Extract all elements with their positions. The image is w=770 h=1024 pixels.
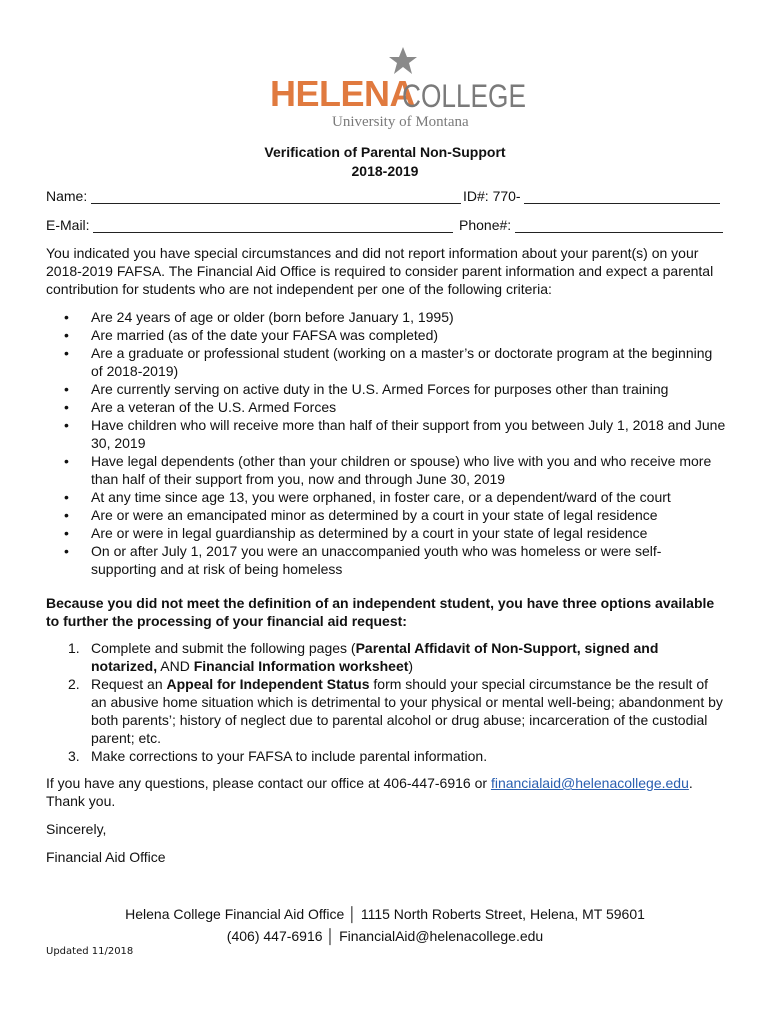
criteria-list — [46, 308, 726, 578]
name-field-row — [46, 188, 461, 204]
list-item: • Are currently serving on active duty in the U.S. Armed Forces for purposes other than training — [64, 381, 669, 397]
bullet-icon: • — [64, 489, 69, 505]
list-item: • Are or were an emancipated minor as determined by a court in your state of legal residence — [64, 507, 658, 523]
phone-label: Phone#: — [459, 217, 512, 233]
email-field[interactable] — [93, 218, 453, 233]
logo-university: University of Montana — [332, 114, 469, 130]
email-link[interactable]: financialaid@helenacollege.edu — [490, 775, 689, 791]
id-label: ID#: 770- — [463, 188, 521, 204]
option-item: 1. Complete and submit the following pages (Parental Affidavit of Non-Support, signed and notarized, AND Financial Information worksheet) — [68, 640, 659, 674]
bullet-icon: • — [64, 507, 69, 523]
phone-field[interactable] — [515, 218, 723, 233]
list-item: • Are a graduate or professional student (working on a master’s or doctorate program at the beginning of 2018-2019) — [64, 345, 713, 379]
options-heading: Because you did not meet the definition of an independent student, you have three options available to further the processing of your financial aid request: — [46, 595, 715, 629]
list-item: • Are married (as of the date your FAFSA was completed) — [64, 327, 439, 343]
list-item: • Have legal dependents (other than your children or spouse) who live with you and who receive more than half of their support from you, now and through June 30, 2019 — [64, 453, 712, 487]
logo-helena: HELENA — [270, 73, 416, 114]
bullet-icon: • — [64, 327, 69, 343]
option-item: 2. Request an Appeal for Independent Status form should your special circumstance be the result of an abusive home situation which is detrimental to your physical or mental well-being; abandonment by both parents’; history of neglect due to parental alcohol or drug abuse; incarceration of the custodial parent; etc. — [68, 676, 723, 746]
list-item: • Have children who will receive more than half of their support from you between July 1, 2018 and June 30, 2019 — [64, 417, 726, 451]
signature: Financial Aid Office — [46, 849, 166, 865]
phone-field-row — [459, 217, 723, 233]
bullet-icon: • — [64, 417, 69, 433]
name-field[interactable] — [91, 189, 461, 204]
option-number: 3. — [68, 748, 80, 764]
closing: Sincerely, — [46, 821, 107, 837]
bullet-icon: • — [64, 453, 69, 469]
document-year: 2018-2019 — [351, 163, 419, 179]
email-label: E-Mail: — [46, 217, 90, 233]
star-icon — [388, 46, 418, 76]
logo-college: COLLEGE — [402, 78, 526, 114]
bullet-icon: • — [64, 543, 69, 559]
bullet-icon: • — [64, 399, 69, 415]
list-item: • Are 24 years of age or older (born before January 1, 1995) — [64, 309, 454, 325]
list-item: • At any time since age 13, you were orphaned, in foster care, or a dependent/ward of the court — [64, 489, 671, 505]
list-item: • On or after July 1, 2017 you were an unaccompanied youth who was homeless or were self-supporting and at risk of being homeless — [64, 543, 662, 577]
updated-date: Updated 11/2018 — [46, 946, 134, 957]
id-field-row — [463, 188, 720, 204]
list-item: • Are a veteran of the U.S. Armed Forces — [64, 399, 337, 415]
options-list — [46, 639, 726, 765]
name-label: Name: — [46, 188, 88, 204]
intro-paragraph: You indicated you have special circumstances and did not report information about your parent(s) on your 2018-2019 FAFSA. The Financial Aid Office is required to consider parent information and expect a parental contribution for students who are not independent per one of the following criteria: — [46, 245, 714, 297]
option-number: 1. — [68, 640, 80, 656]
bullet-icon: • — [64, 381, 69, 397]
id-field[interactable] — [524, 189, 720, 204]
bullet-icon: • — [64, 309, 69, 325]
helena-college-logo — [270, 46, 526, 130]
email-field-row — [46, 217, 453, 233]
thank-you: Thank you. — [46, 793, 116, 809]
document-title: Verification of Parental Non-Support — [264, 144, 506, 160]
bullet-icon: • — [64, 345, 69, 361]
footer-contact: (406) 447-6916 │ FinancialAid@helenacollege.edu — [226, 928, 544, 944]
footer-address: Helena College Financial Aid Office │ 1115 North Roberts Street, Helena, MT 59601 — [125, 906, 645, 922]
bullet-icon: • — [64, 525, 69, 541]
list-item: • Are or were in legal guardianship as determined by a court in your state of legal residence — [64, 525, 648, 541]
contact-paragraph: If you have any questions, please contact our office at 406-447-6916 or financialaid@helenacollege.edu. Thank you. — [46, 775, 693, 809]
option-item: 3. Make corrections to your FAFSA to include parental information. — [68, 748, 488, 764]
option-number: 2. — [68, 676, 80, 692]
